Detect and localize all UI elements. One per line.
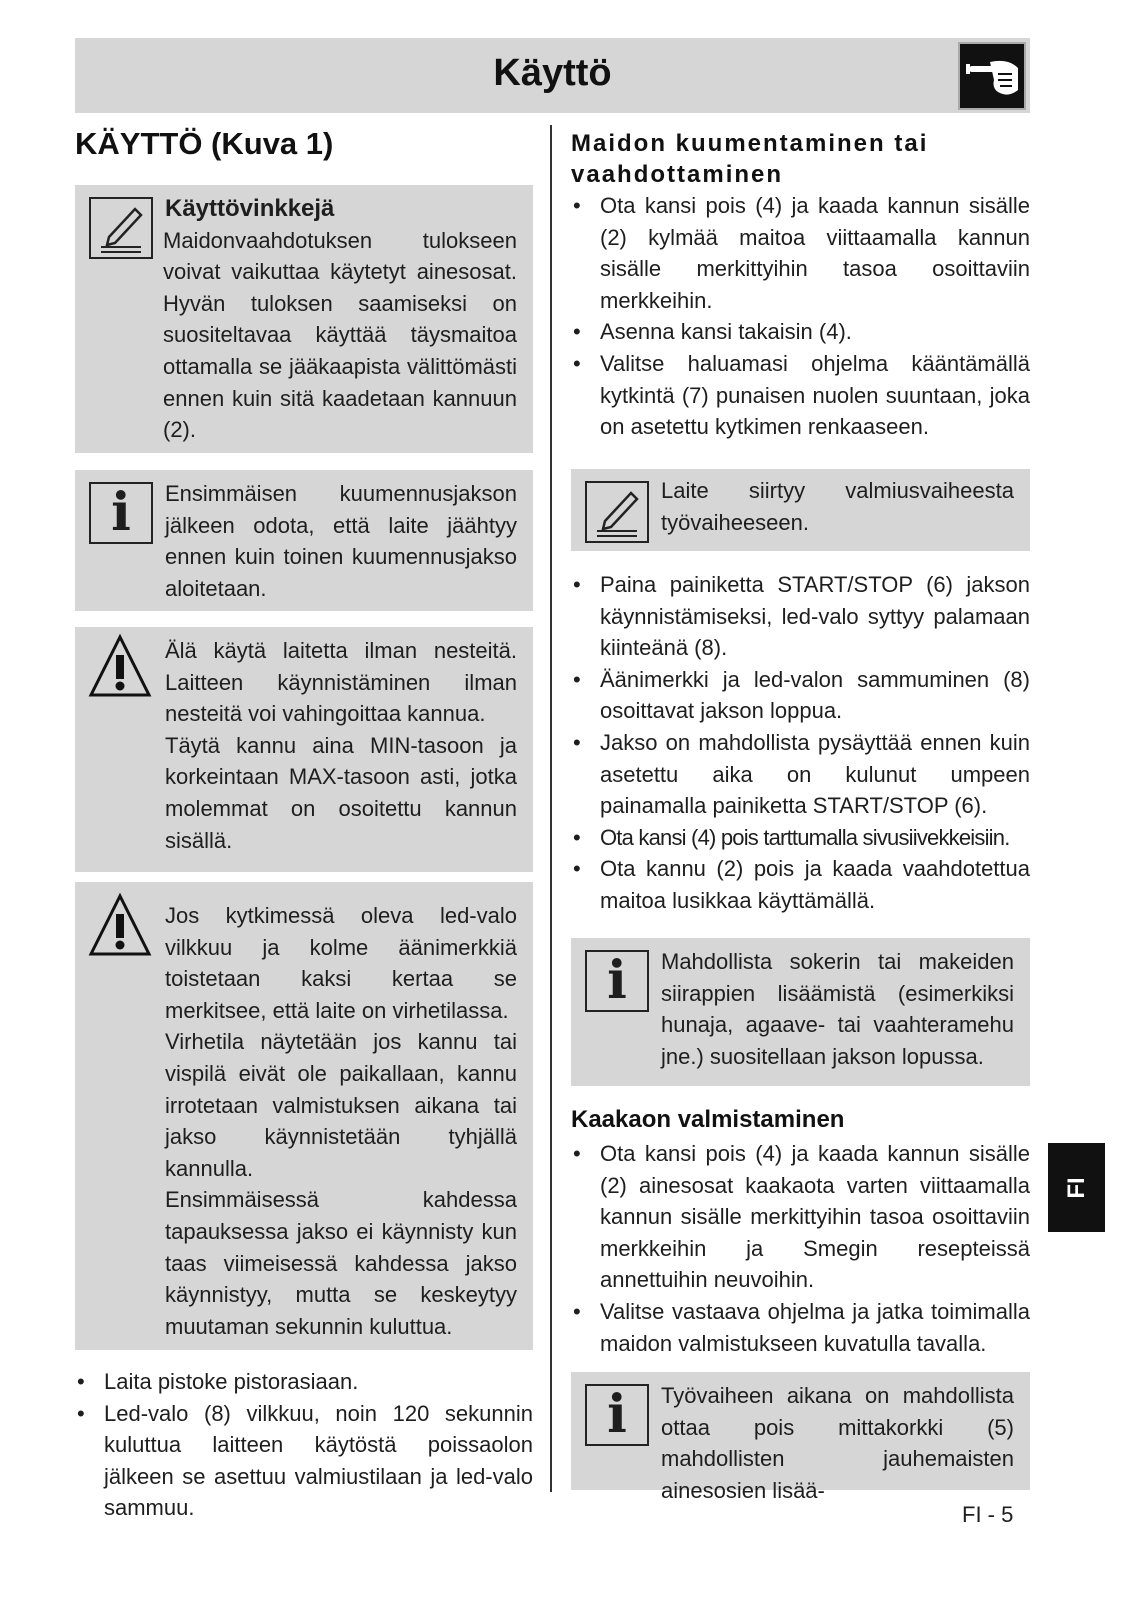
bullet-list: [571, 569, 1030, 917]
tips-box: [75, 185, 533, 453]
page-title: Käyttö: [493, 52, 612, 94]
page-number: FI - 5: [962, 1502, 1014, 1527]
milk-heading: Maidon kuumentaminen tai vaahdottaminen: [571, 130, 929, 188]
warning-text: Jos kytkimessä oleva led-valo vilkkuu ja kolme äänimerkkiä toistetaan kaksi kertaa se merkitsee, että laite on virhetilassa.: [165, 903, 517, 1023]
pointing-hand-icon: [958, 42, 1026, 110]
list-item: • Asenna kansi takaisin (4).: [571, 316, 1030, 348]
language-tab-label: FI: [1062, 1176, 1090, 1199]
list-item: • Ota kansi (4) pois tarttumalla sivusiivekkeisiin.: [571, 822, 1030, 854]
list-item: • Ota kansi pois (4) ja kaada kannun sisälle (2) ainesosat kaakaota varten viittaamalla kannun sisälle merkittyihin tasoa osoittaviin merkkeihin ja Smegin resepteissä annettuihin neuvoihin.: [571, 1138, 1030, 1296]
warning-icon: [87, 892, 153, 958]
page-header: [75, 38, 1030, 113]
warning-icon: [87, 633, 153, 699]
info-box: [571, 938, 1030, 1086]
list-item: • Laita pistoke pistorasiaan.: [75, 1366, 533, 1398]
list-item: • Ota kannu (2) pois ja kaada vaahdotettua maitoa lusikkaa käyttämällä.: [571, 853, 1030, 916]
tips-text: Maidonvaahdotuksen tulokseen voivat vaikuttaa käytetyt ainesosat. Hyvän tuloksen saamiseksi on suositeltavaa käyttää täysmaitoa ottamalla se jääkaapista välittömästi ennen kuin sitä kaadetaan kannuun (2).: [163, 227, 517, 443]
list-item: • Paina painiketta START/STOP (6) jakson käynnistämiseksi, led-valo syttyy palamaan kiinteänä (8).: [571, 569, 1030, 664]
section-heading: Kaakaon valmistaminen: [571, 1106, 845, 1133]
warning-text: Älä käytä laitetta ilman nesteitä. Laitteen käynnistäminen ilman nesteitä voi vahingoittaa kannua.: [165, 638, 517, 727]
info-text: Mahdollista sokerin tai makeiden siirappien lisäämistä (esimerkiksi hunaja, agaave- tai vaahteramehu jne.) suositellaan jakson lopussa.: [661, 949, 1014, 1069]
info-icon: i: [585, 1384, 649, 1446]
info-icon: i: [585, 950, 649, 1012]
list-item: • Valitse vastaava ohjelma ja jatka toimimalla maidon valmistukseen kuvatulla tavalla.: [571, 1296, 1030, 1359]
language-tab: [1048, 1143, 1105, 1232]
tips-title: Käyttövinkkejä: [165, 195, 335, 222]
section-heading: [571, 128, 1030, 190]
list-item: • Ota kansi pois (4) ja kaada kannun sisälle (2) kylmää maitoa viittaamalla kannun sisälle merkittyihin tasoa osoittaviin merkkeihin.: [571, 190, 1030, 316]
bullet-list: [571, 1138, 1030, 1359]
note-box: [571, 469, 1030, 551]
pencil-note-icon: [89, 197, 153, 259]
bullet-list: [571, 190, 1030, 443]
bullet-list: [75, 1366, 533, 1524]
info-box: [75, 470, 533, 611]
pencil-note-icon: [585, 481, 649, 543]
info-icon: i: [89, 482, 153, 544]
info-text: Työvaiheen aikana on mahdollista ottaa pois mittakorkki (5) mahdollisten jauhemaisten ainesosien lisää-: [661, 1383, 1014, 1503]
section-heading: KÄYTTÖ (Kuva 1): [75, 126, 334, 161]
list-item: • Valitse haluamasi ohjelma kääntämällä kytkintä (7) punaisen nuolen suuntaan, joka on asetettu kytkimen renkaaseen.: [571, 348, 1030, 443]
column-divider: [550, 125, 552, 1492]
list-item: • Jakso on mahdollista pysäyttää ennen kuin asetettu aika on kulunut umpeen painamalla painiketta START/STOP (6).: [571, 727, 1030, 822]
list-item: • Äänimerkki ja led-valon sammuminen (8) osoittavat jakson loppua.: [571, 664, 1030, 727]
note-text: Laite siirtyy valmiusvaiheesta työvaiheeseen.: [661, 478, 1014, 535]
info-box: [571, 1372, 1030, 1503]
warning-text: Virhetila näytetään jos kannu tai vispilä eivät ole paikallaan, kannu irrotetaan valmistuksen aikana tai jakso käynnistetään tyhjällä kannulla.: [165, 1029, 517, 1181]
warning-box: [75, 882, 533, 1350]
warning-text: Ensimmäisessä kahdessa tapauksessa jakso ei käynnisty kun taas viimeisessä kahdessa jakso käynnistyy, mutta se keskeytyy muutaman sekunnin kuluttua.: [165, 1187, 517, 1339]
warning-text: Täytä kannu aina MIN-tasoon ja korkeintaan MAX-tasoon asti, jotka molemmat on osoitettu kannun sisällä.: [165, 732, 517, 853]
list-item: • Led-valo (8) vilkkuu, noin 120 sekunnin kuluttua laitteen käytöstä poissaolon jälkeen se asettuu valmiustilaan ja led-valo sammuu.: [75, 1398, 533, 1524]
info-text: Ensimmäisen kuumennusjakson jälkeen odota, että laite jäähtyy ennen kuin toinen kuumennusjakso aloitetaan.: [165, 481, 517, 601]
warning-box: [75, 627, 533, 872]
